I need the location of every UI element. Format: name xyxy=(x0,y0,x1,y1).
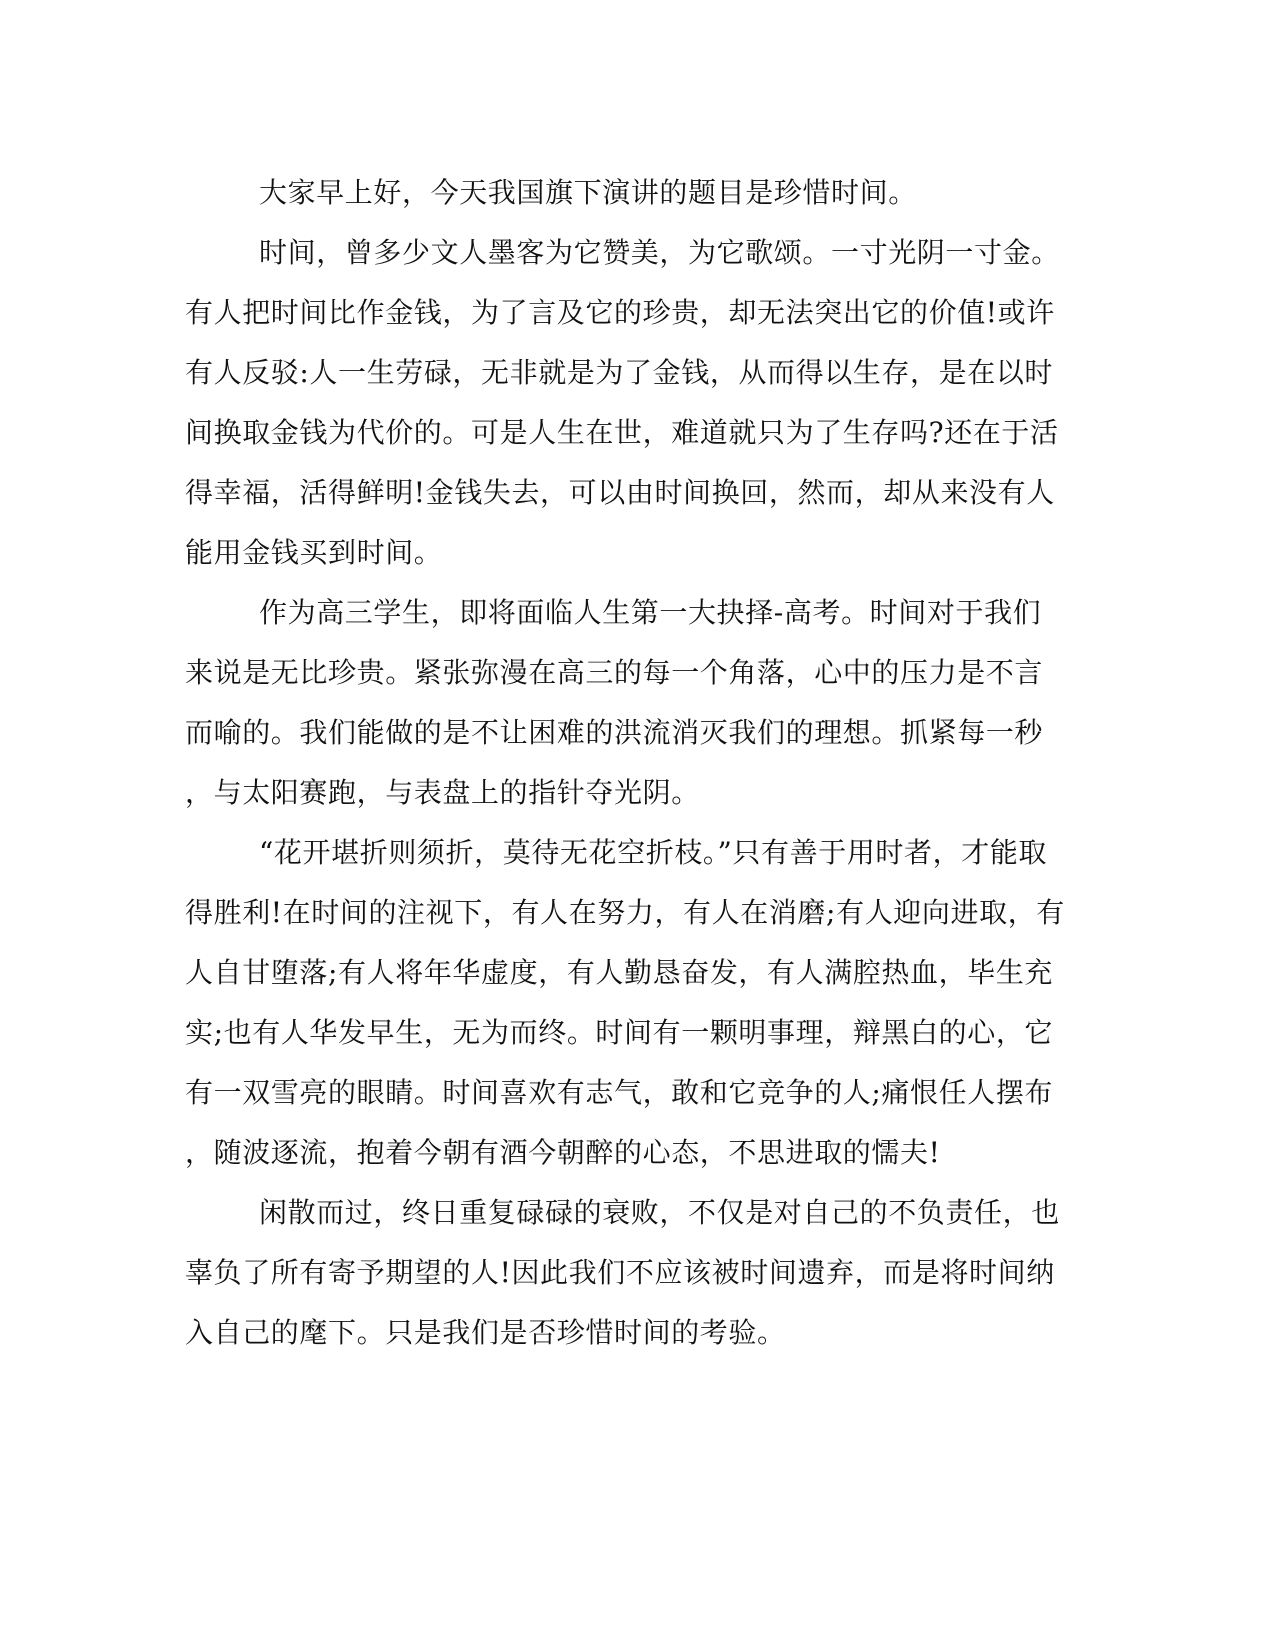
text-line: 有人反驳:人一生劳碌，无非就是为了金钱，从而得以生存，是在以时 xyxy=(185,356,1054,389)
text-line: ，随波逐流，抱着今朝有酒今朝醉的心态，不思进取的懦夫! xyxy=(185,1136,941,1169)
text-line: “花开堪折则须折，莫待无花空折枝。”只有善于用时者，才能取 xyxy=(259,836,1048,869)
text-line: 作为高三学生，即将面临人生第一大抉择-高考。时间对于我们 xyxy=(259,596,1042,629)
text-line: 来说是无比珍贵。紧张弥漫在高三的每一个角落，心中的压力是不言 xyxy=(185,656,1044,689)
paragraph-poem-quote xyxy=(185,823,1070,1183)
paragraph-time-value xyxy=(185,223,1070,583)
text-line: 大家早上好，今天我国旗下演讲的题目是珍惜时间。 xyxy=(259,176,917,209)
text-line: 入自己的麾下。只是我们是否珍惜时间的考验。 xyxy=(185,1316,786,1349)
text-line: 实;也有人华发早生，无为而终。时间有一颗明事理，辩黑白的心，它 xyxy=(185,1016,1054,1049)
text-line: 时间，曾多少文人墨客为它赞美，为它歌颂。一寸光阴一寸金。 xyxy=(259,236,1060,269)
paragraph-conclusion xyxy=(185,1183,1070,1363)
paragraph-senior-student xyxy=(185,583,1070,823)
text-line: 能用金钱买到时间。 xyxy=(185,536,443,569)
paragraph-greeting xyxy=(185,163,1070,223)
text-line: 人自甘堕落;有人将年华虚度，有人勤恳奋发，有人满腔热血，毕生充 xyxy=(185,956,1054,989)
text-line: 有人把时间比作金钱，为了言及它的珍贵，却无法突出它的价值!或许 xyxy=(185,296,1055,329)
text-line: 得幸福，活得鲜明!金钱失去，可以由时间换回，然而，却从来没有人 xyxy=(185,476,1055,509)
text-line: 闲散而过，终日重复碌碌的衰败，不仅是对自己的不负责任，也 xyxy=(259,1196,1060,1229)
text-line: ，与太阳赛跑，与表盘上的指针夺光阴。 xyxy=(185,776,700,809)
text-line: 而喻的。我们能做的是不让困难的洪流消灭我们的理想。抓紧每一秒 xyxy=(185,716,1044,749)
text-line: 间换取金钱为代价的。可是人生在世，难道就只为了生存吗?还在于活 xyxy=(185,416,1059,449)
text-line: 有一双雪亮的眼睛。时间喜欢有志气，敢和它竞争的人;痛恨任人摆布 xyxy=(185,1076,1054,1109)
text-line: 辜负了所有寄予期望的人!因此我们不应该被时间遗弃，而是将时间纳 xyxy=(185,1256,1055,1289)
document-body xyxy=(185,163,1070,1363)
text-line: 得胜利!在时间的注视下，有人在努力，有人在消磨;有人迎向进取，有 xyxy=(185,896,1065,929)
